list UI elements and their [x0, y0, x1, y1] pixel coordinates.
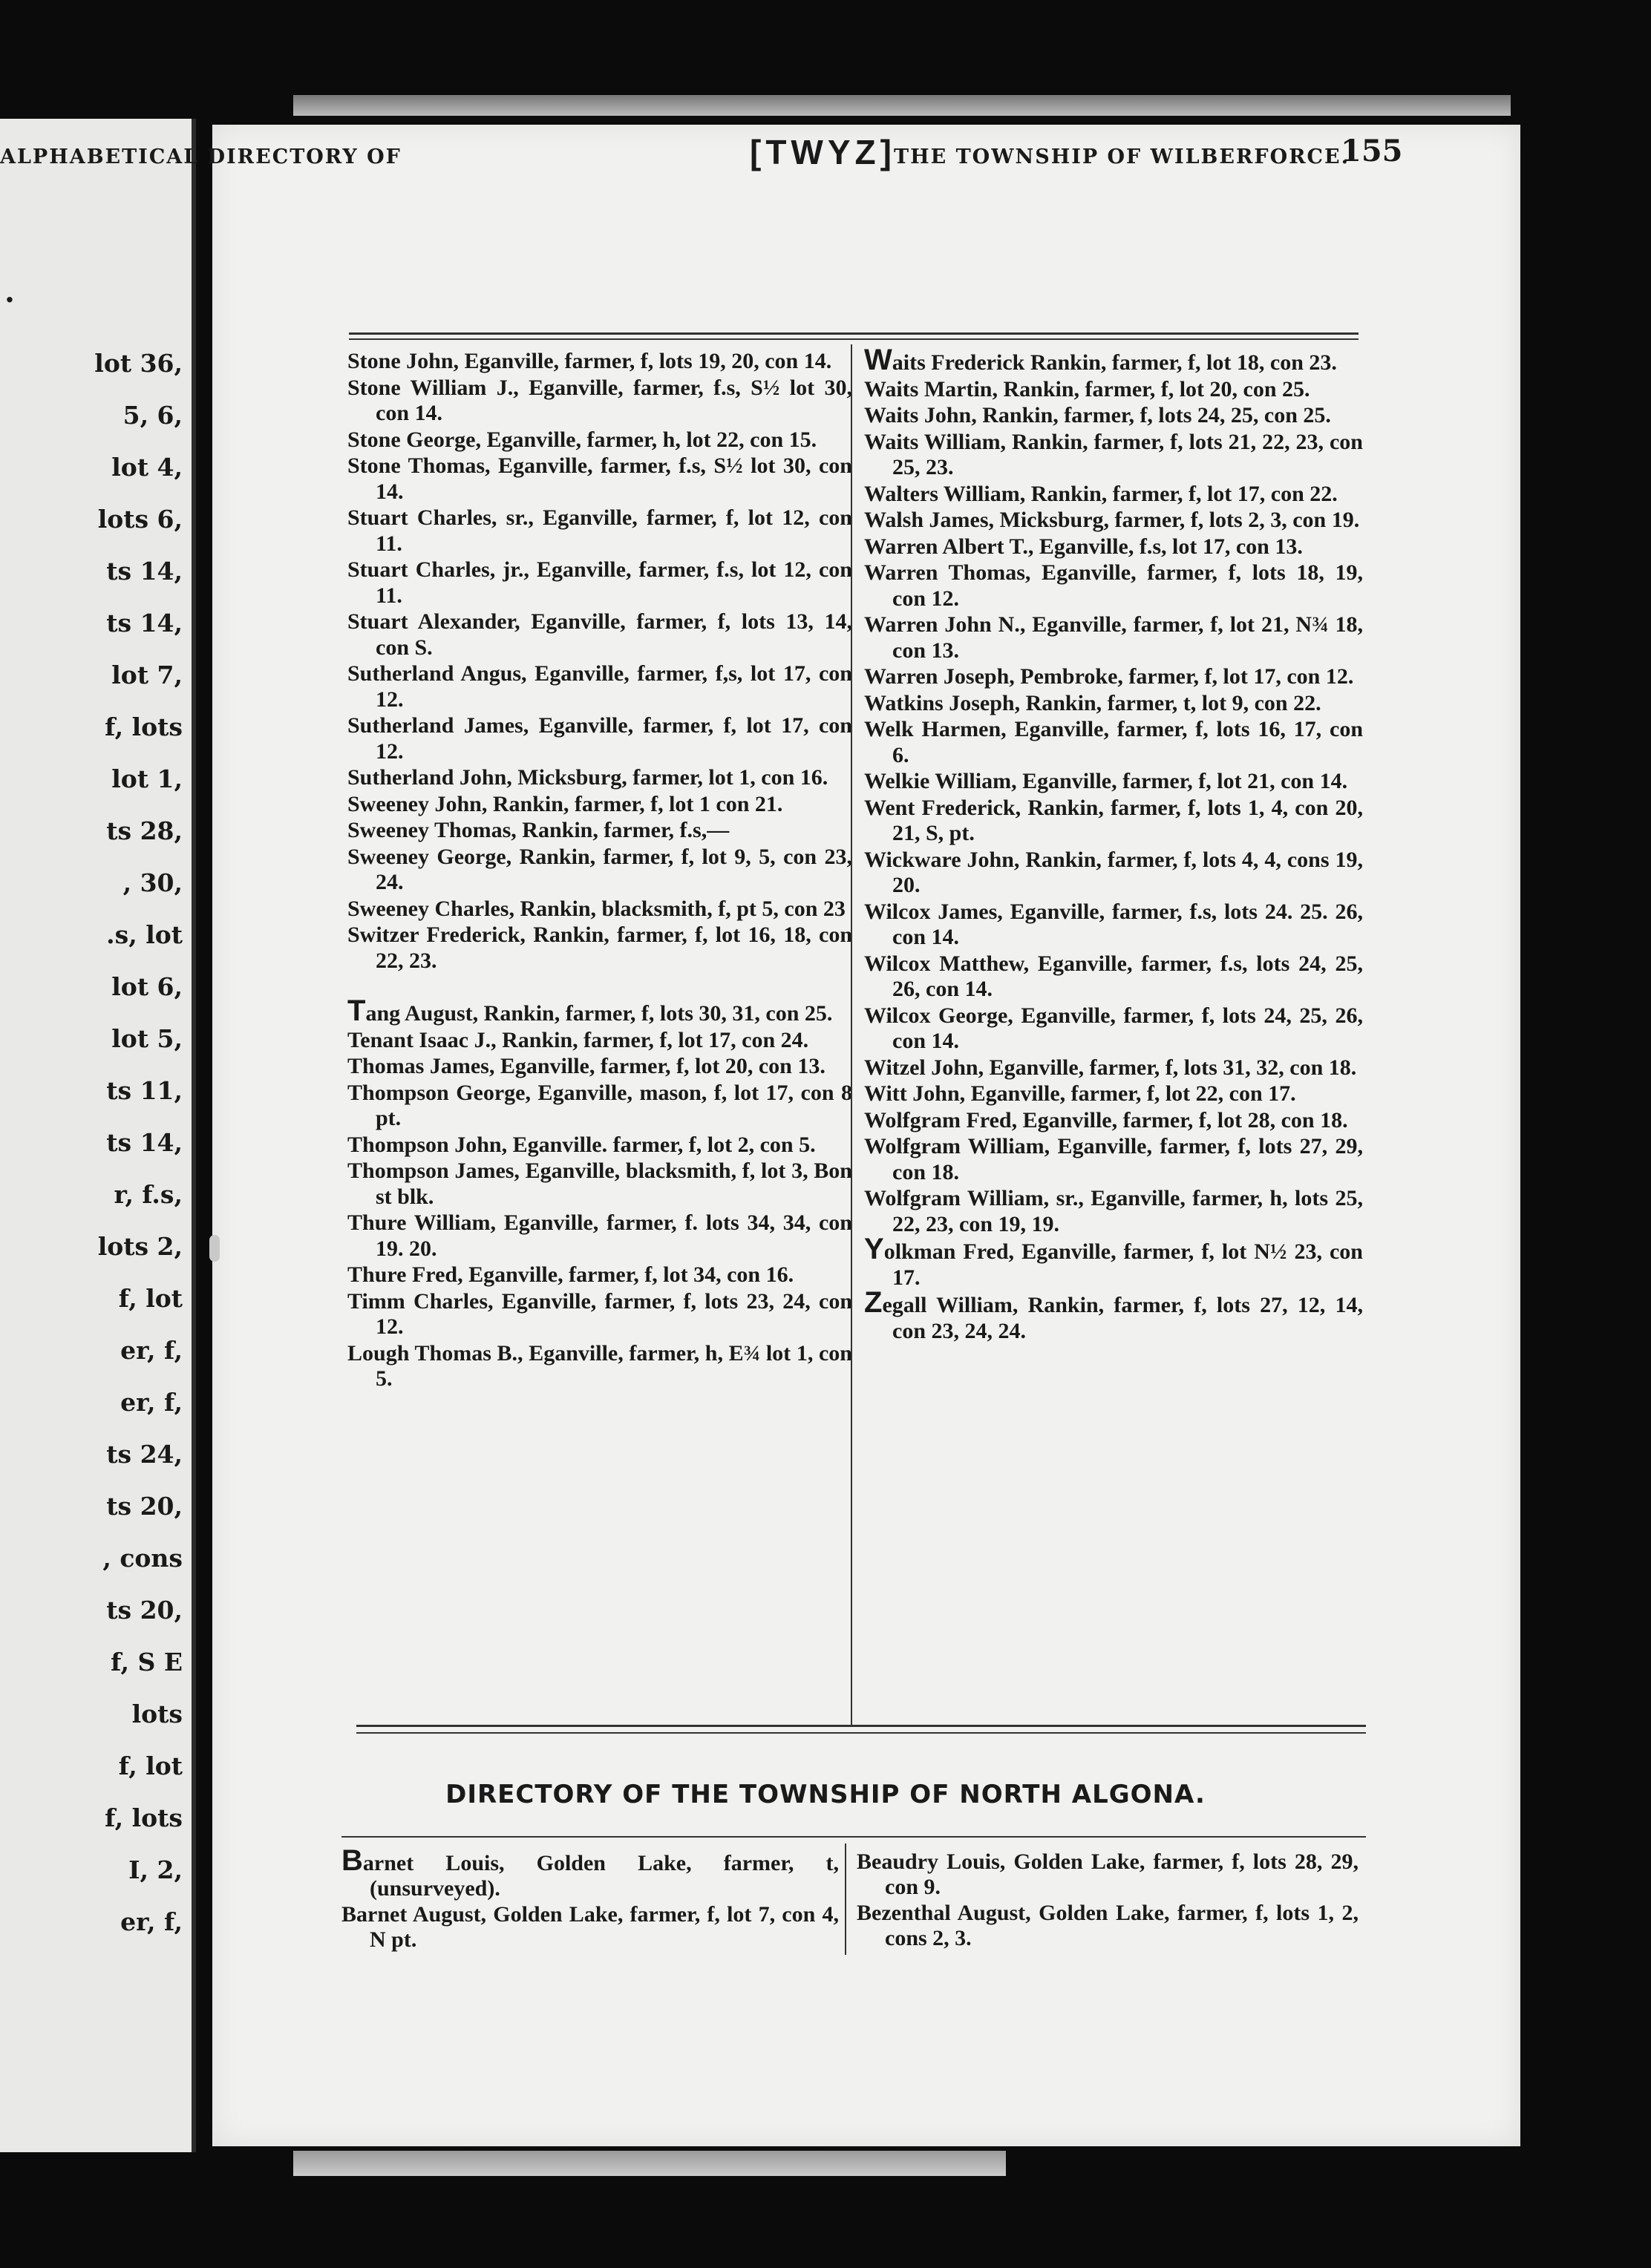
entry-text: Waits Martin, Rankin, farmer, f, lot 20, con 25.: [864, 376, 1310, 402]
entry-text: Beaudry Louis, Golden Lake, farmer, f, lots 28, 29, con 9.: [857, 1849, 1359, 1899]
facing-page-text: lot 1,: [111, 764, 183, 793]
section-rule-2: [356, 1732, 1366, 1734]
entry-text: Warren Albert T., Eganville, f.s, lot 17, con 13.: [864, 534, 1303, 559]
facing-page-text: er, f,: [120, 1336, 183, 1365]
page-number: 155: [1341, 134, 1403, 168]
entry-text: Waits John, Rankin, farmer, f, lots 24, 25, con 25.: [864, 403, 1331, 427]
directory-entry: [864, 1134, 1363, 1185]
facing-page-text: lots 6,: [97, 505, 183, 534]
directory-entry: [341, 1844, 839, 1901]
directory-entry: [347, 505, 852, 557]
ink-blot: [209, 1235, 220, 1262]
directory-entry: [347, 427, 852, 453]
directory-entry: [864, 1233, 1363, 1291]
algona-left-column: [341, 1844, 839, 1953]
entry-initial: T: [347, 994, 366, 1027]
facing-page-text: , cons: [102, 1544, 183, 1573]
entry-text: Thompson George, Eganville, mason, f, lot 17, con 8 pt.: [347, 1080, 852, 1130]
entry-text: Walters William, Rankin, farmer, f, lot 17, con 22.: [864, 481, 1338, 506]
entry-text: Sutherland Angus, Eganville, farmer, f,s, lot 17, con 12.: [347, 661, 852, 712]
entry-initial: W: [864, 344, 892, 376]
entry-initial: Z: [864, 1286, 883, 1319]
directory-entry: [864, 1081, 1363, 1107]
facing-page-text: lot 6,: [111, 972, 183, 1001]
entry-text: Stuart Charles, sr., Eganville, farmer, f, lot 12, con 11.: [347, 505, 852, 556]
entry-text: Went Frederick, Rankin, farmer, f, lots 1, 4, con 20, 21, S, pt.: [864, 795, 1363, 845]
facing-page-text: ts 14,: [106, 557, 183, 586]
entry-text: Barnet August, Golden Lake, farmer, f, lot 7, con 4, N pt.: [341, 1902, 839, 1952]
entry-text: Watkins Joseph, Rankin, farmer, t, lot 9, con 22.: [864, 690, 1321, 715]
facing-page-text: ts 20,: [106, 1492, 183, 1521]
directory-entry: [864, 508, 1363, 534]
directory-entry: [864, 377, 1363, 403]
entry-text: Thomas James, Eganville, farmer, f, lot 20, con 13.: [347, 1054, 826, 1078]
directory-entry: [347, 994, 852, 1027]
entry-text: Stuart Charles, jr., Eganville, farmer, f.s, lot 12, con 11.: [347, 557, 852, 608]
entry-text: Wolfgram William, Eganville, farmer, f, lots 27, 29, con 18.: [864, 1134, 1363, 1184]
entry-text: olkman Fred, Eganville, farmer, f, lot N½ 23, con 17.: [883, 1239, 1363, 1290]
directory-entry: [341, 1902, 839, 1953]
directory-entry: [864, 344, 1363, 376]
entry-text: Warren Thomas, Eganville, farmer, f, lots 18, 19, con 12.: [864, 560, 1363, 611]
entry-initial: B: [341, 1844, 363, 1877]
facing-page-text: lot 4,: [111, 453, 183, 482]
entry-text: Stone John, Eganville, farmer, f, lots 19, 20, con 14.: [347, 349, 832, 373]
facing-page-text: , 30,: [122, 868, 183, 897]
entry-text: Sutherland John, Micksburg, farmer, lot 1, con 16.: [347, 765, 828, 790]
directory-entry: [864, 1286, 1363, 1344]
entry-text: Waits William, Rankin, farmer, f, lots 21, 22, 23, con 25, 23.: [864, 429, 1363, 479]
directory-entry: [347, 1210, 852, 1262]
section-title: DIRECTORY OF THE TOWNSHIP OF NORTH ALGONA.: [445, 1780, 1206, 1809]
facing-page-text: ts 11,: [106, 1076, 183, 1105]
directory-entry: [864, 691, 1363, 717]
directory-entry: [347, 1054, 852, 1080]
directory-entry: [347, 453, 852, 505]
facing-page-text: lots: [131, 1700, 183, 1728]
facing-page-fragment: . lot 36, 5, 6, lot 4, lots 6, ts 14, ts 14, lot 7, f, lots lot 1, ts 28, , 30, .s, lot lot 6, lot 5, ts 11, ts 14, r, f.s, lots 2, f, lot er, f, er, f, ts 24, ts 20, , cons ts 20, f, S E lots f, lot f, lots I, 2, er, f,: [0, 119, 196, 2152]
algona-right-column: [857, 1849, 1359, 1952]
running-head-left: ALPHABETICAL DIRECTORY OF: [0, 145, 402, 168]
facing-page-text: ts 24,: [106, 1440, 183, 1469]
directory-entry: [347, 1341, 852, 1392]
directory-entry: [864, 430, 1363, 481]
entry-text: Sweeney Thomas, Rankin, farmer, f.s,—: [347, 818, 730, 842]
facing-page-text: f, lots: [105, 1803, 183, 1832]
facing-page-text: f, lot: [118, 1284, 183, 1313]
entry-text: Wilcox Matthew, Eganville, farmer, f.s, lots 24, 25, 26, con 14.: [864, 951, 1363, 1001]
entry-text: Stone William J., Eganville, farmer, f.s, S½ lot 30, con 14.: [347, 375, 852, 425]
facing-page-text: lot 7,: [111, 661, 183, 689]
directory-entry: [864, 717, 1363, 768]
entry-text: Stone Thomas, Eganville, farmer, f.s, S½ lot 30, con 14.: [347, 453, 852, 504]
column-divider: [851, 344, 852, 1725]
entry-text: Switzer Frederick, Rankin, farmer, f, lot 16, 18, con 22, 23.: [347, 922, 852, 973]
directory-entry: [347, 609, 852, 661]
directory-entry: [864, 560, 1363, 612]
facing-page-text: er, f,: [120, 1907, 183, 1936]
entry-text: arnet Louis, Golden Lake, farmer, t, (unsurveyed).: [362, 1851, 839, 1901]
left-column: [347, 349, 852, 1393]
header-rule: [349, 332, 1359, 335]
entry-text: Bezenthal August, Golden Lake, farmer, f, lots 1, 2, cons 2, 3.: [857, 1901, 1359, 1950]
directory-entry: [864, 951, 1363, 1003]
right-column: [864, 344, 1363, 1345]
directory-entry: [864, 1186, 1363, 1237]
entry-text: aits Frederick Rankin, farmer, f, lot 18, con 23.: [892, 350, 1337, 375]
entry-text: Walsh James, Micksburg, farmer, f, lots 2, 3, con 19.: [864, 508, 1360, 532]
directory-entry: [864, 1055, 1363, 1081]
entry-text: Witt John, Eganville, farmer, f, lot 22, con 17.: [864, 1081, 1296, 1106]
facing-page-text: lot 5,: [111, 1024, 183, 1053]
section-rule: [356, 1725, 1366, 1727]
entry-text: Tenant Isaac J., Rankin, farmer, f, lot 17, con 24.: [347, 1027, 809, 1052]
entry-gap: [347, 974, 852, 1000]
algona-divider: [845, 1843, 846, 1955]
entry-text: Wilcox James, Eganville, farmer, f.s, lots 24. 25. 26, con 14.: [864, 899, 1363, 949]
directory-entry: [864, 664, 1363, 690]
facing-page-text: f, lots: [105, 712, 183, 741]
entry-text: Stone George, Eganville, farmer, h, lot 22, con 15.: [347, 427, 817, 452]
directory-entry: [347, 1081, 852, 1132]
entry-text: Thompson James, Eganville, blacksmith, f, lot 3, Bon st blk.: [347, 1158, 852, 1209]
entry-initial: Y: [864, 1233, 884, 1265]
entry-text: Lough Thomas B., Eganville, farmer, h, E¾ lot 1, con 5.: [347, 1340, 852, 1391]
directory-entry: [347, 845, 852, 896]
directory-entry: [347, 1262, 852, 1288]
directory-entry: [857, 1901, 1359, 1951]
directory-entry: [347, 792, 852, 818]
entry-text: Welkie William, Eganville, farmer, f, lot 21, con 14.: [864, 769, 1348, 793]
directory-entry: [347, 1158, 852, 1210]
entry-text: Warren John N., Eganville, farmer, f, lot 21, N¾ 18, con 13.: [864, 612, 1363, 663]
entry-text: Thompson John, Eganville. farmer, f, lot 2, con 5.: [347, 1132, 816, 1157]
entry-text: Wilcox George, Eganville, farmer, f, lots 24, 25, 26, con 14.: [864, 1003, 1363, 1053]
facing-page-text: ts 28,: [106, 816, 183, 845]
entry-text: Sweeney Charles, Rankin, blacksmith, f, pt 5, con 23: [347, 896, 846, 921]
directory-entry: [864, 769, 1363, 795]
entry-text: Thure Fred, Eganville, farmer, f, lot 34, con 16.: [347, 1262, 794, 1287]
entry-text: Wolfgram Fred, Eganville, farmer, f, lot 28, con 18.: [864, 1107, 1348, 1133]
directory-entry: [347, 1289, 852, 1340]
directory-entry: [864, 482, 1363, 508]
directory-entry: [347, 557, 852, 609]
entry-text: Wolfgram William, sr., Eganville, farmer, h, lots 25, 22, 23, con 19, 19.: [864, 1186, 1363, 1236]
entry-text: Warren Joseph, Pembroke, farmer, f, lot 17, con 12.: [864, 664, 1354, 689]
algona-rule: [341, 1836, 1366, 1838]
directory-entry: [864, 534, 1363, 560]
header-rule-2: [349, 338, 1359, 340]
running-head-letters: [TWYZ]: [750, 133, 896, 171]
page-edge-top: [293, 95, 1511, 116]
entry-text: Stuart Alexander, Eganville, farmer, f, lots 13, 14, con S.: [347, 609, 852, 660]
facing-page-text: ts 20,: [106, 1596, 183, 1625]
facing-page-text: f, lot: [118, 1751, 183, 1780]
entry-text: Timm Charles, Eganville, farmer, f, lots 23, 24, con 12.: [347, 1288, 852, 1339]
directory-entry: [864, 796, 1363, 847]
directory-entry: [347, 349, 852, 375]
directory-entry: [347, 922, 852, 974]
directory-entry: [347, 713, 852, 764]
facing-page-text: er, f,: [120, 1388, 183, 1417]
facing-page-text: lots 2,: [97, 1232, 183, 1261]
directory-entry: [347, 1133, 852, 1158]
directory-entry: [347, 818, 852, 844]
facing-page-text: ts 14,: [106, 609, 183, 638]
facing-page-text: I, 2,: [128, 1855, 183, 1884]
directory-entry: [864, 612, 1363, 663]
directory-entry: [347, 661, 852, 712]
directory-entry: [347, 376, 852, 427]
directory-entry: [347, 897, 852, 922]
entry-text: Sutherland James, Eganville, farmer, f, lot 17, con 12.: [347, 713, 852, 764]
entry-text: ang August, Rankin, farmer, f, lots 30, 31, con 25.: [365, 1001, 833, 1026]
entry-text: Sweeney John, Rankin, farmer, f, lot 1 con 21.: [347, 791, 783, 816]
facing-page-text: f, S E: [111, 1648, 183, 1677]
directory-entry: [864, 1108, 1363, 1134]
directory-entry: [347, 765, 852, 791]
facing-page-text: lot 36,: [94, 349, 183, 378]
entry-text: Thure William, Eganville, farmer, f. lots 34, 34, con 19. 20.: [347, 1210, 852, 1261]
entry-text: Sweeney George, Rankin, farmer, f, lot 9, 5, con 23, 24.: [347, 844, 852, 894]
directory-entry: [864, 1003, 1363, 1055]
entry-text: Wickware John, Rankin, farmer, f, lots 4, 4, cons 19, 20.: [864, 847, 1363, 897]
facing-page-text: r, f.s,: [114, 1180, 183, 1209]
entry-text: egall William, Rankin, farmer, f, lots 27, 12, 14, con 23, 24, 24.: [882, 1293, 1363, 1343]
entry-text: Witzel John, Eganville, farmer, f, lots 31, 32, con 18.: [864, 1055, 1357, 1080]
directory-entry: [864, 899, 1363, 951]
entry-text: Welk Harmen, Eganville, farmer, f, lots 16, 17, con 6.: [864, 717, 1363, 767]
facing-page-text: ts 14,: [106, 1128, 183, 1157]
directory-entry: [857, 1849, 1359, 1900]
facing-page-text: .s, lot: [106, 920, 183, 949]
running-head-right: THE TOWNSHIP OF WILBERFORCE.: [894, 145, 1350, 168]
page-edge-bottom: [293, 2151, 1006, 2176]
facing-page-text: 5, 6,: [122, 401, 183, 430]
directory-entry: [347, 1028, 852, 1054]
directory-entry: [864, 403, 1363, 429]
directory-entry: [864, 848, 1363, 899]
